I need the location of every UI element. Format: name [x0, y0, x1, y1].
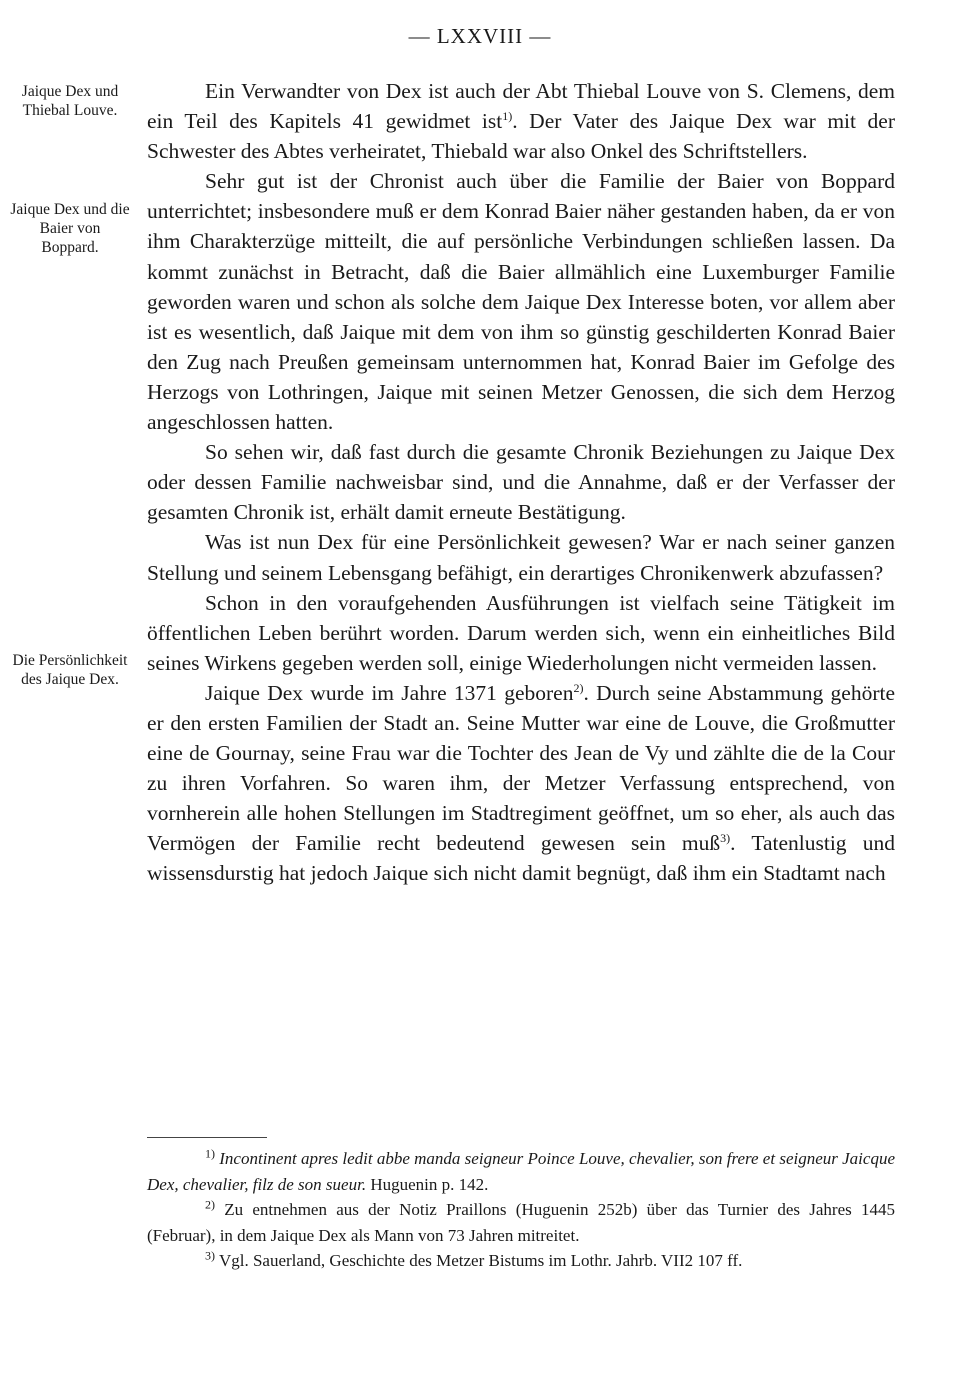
paragraph-text: . Durch seine Abstammung gehörte er den ersten Familien der Stadt an. Seine Mutter war eine de Louve, die Großmutter eine de Gournay, seine Frau war die Tochter des Jean de Vy und zählte die de la Cour zu ihren Vorfahren. So waren ihm, der Metzer Verfassung entsprechend, von vornherein alle hohen Stellungen im Stadtregiment geöffnet, um so eher, als auch das Vermögen der Familie recht bedeutend gewesen sein muß	[147, 680, 896, 856]
footnote-text: Vgl. Sauerland, Geschichte des Metzer Bistums im Lothr. Jahrb. VII2 107 ff.	[215, 1251, 743, 1271]
paragraph-text: Schon in den voraufgehenden Ausführungen ist vielfach seine Tätigkeit im öffentlichen Leben berührt worden. Darum werden sich, wenn ein einheitliches Bild seines Wirkens gegeben werden soll, einige Wiederholungen nicht vermeiden lassen.	[147, 590, 895, 675]
paragraph-text: Ein Verwandter von Dex ist auch der Abt Thiebal Louve von S. Clemens, dem ein Teil des Kapitels 41 gewidmet ist	[147, 79, 895, 134]
footnote-quote: Incontinent apres ledit abbe manda seigneur Poince Louve, chevalier, son frere et seigneur Jaicque Dex, chevalier, filz de son sueur.	[147, 1149, 896, 1194]
paragraph	[147, 678, 895, 889]
footnote-divider	[147, 1137, 267, 1138]
paragraph	[147, 437, 895, 527]
footnote-ref: 2)	[573, 680, 584, 695]
margin-note-persoenlichkeit: Die Persönlichkeit des Jaique Dex.	[12, 652, 128, 688]
paragraph	[147, 527, 895, 587]
paragraph-text: Was ist nun Dex für eine Persönlichkeit gewesen? War er nach seiner ganzen Stellung und seinem Lebensgang befähigt, ein derartiges Chronikenwerk abzufassen?	[147, 530, 895, 585]
margin-note-baier: Jaique Dex und die Baier von Boppard.	[10, 201, 130, 256]
page-number: — LXXVIII —	[408, 24, 552, 48]
footnote-number: 2)	[205, 1197, 215, 1212]
footnote-number: 1)	[205, 1146, 215, 1161]
paragraph	[147, 76, 895, 166]
footnote-ref: 1)	[502, 108, 513, 123]
footnote-text: Zu entnehmen aus der Notiz Praillons (Huguenin 252b) über das Turnier des Jahres 1445 (Februar), in dem Jaique Dex als Mann von 73 Jahren mitreitet.	[147, 1200, 895, 1245]
footnote	[147, 1146, 895, 1197]
paragraph-text: Jaique Dex wurde im Jahre 1371 geboren	[205, 680, 574, 705]
body-text	[147, 76, 895, 889]
footnote-text: Huguenin p. 142.	[366, 1174, 489, 1194]
footnote	[147, 1197, 895, 1248]
margin-note-louve: Jaique Dex und Thiebal Louve.	[21, 83, 119, 119]
footnote-ref: 3)	[720, 831, 731, 846]
paragraph-text: . Der Vater des Jaique Dex war mit der Schwester des Abtes verheiratet, Thiebald war also Onkel des Schriftstellers.	[147, 109, 895, 164]
footnote	[147, 1248, 895, 1274]
footnotes	[147, 1146, 895, 1274]
footnote-number: 3)	[205, 1248, 215, 1263]
paragraph	[147, 166, 895, 437]
paragraph	[147, 588, 895, 678]
paragraph-text: So sehen wir, daß fast durch die gesamte Chronik Beziehungen zu Jaique Dex oder dessen Familie nachweisbar sind, und die Annahme, daß er der Verfasser der gesamten Chronik ist, erhält damit erneute Bestätigung.	[147, 440, 895, 525]
paragraph-text: . Tatenlustig und wissensdurstig hat jedoch Jaique sich nicht damit begnügt, daß ihm ein Stadtamt nach	[147, 831, 895, 886]
paragraph-text: Sehr gut ist der Chronist auch über die Familie der Baier von Boppard unterrichtet; insbesondere muß er dem Konrad Baier näher gestanden haben, da er von ihm Charakterzüge mitteilt, die auf persönliche Verbindungen schließen lassen. Da kommt zunächst in Betracht, daß die Baier allmählich eine Luxemburger Familie geworden waren und schon als solche dem Jaique Dex Interesse boten, vor allem aber ist es wesentlich, daß Jaique mit dem von ihm so günstig geschilderten Konrad Baier den Zug nach Preußen gemeinsam unternommen hat, Konrad Baier im Gefolge des Herzogs von Lothringen, Jaique mit seinen Metzer Genossen, die sich dem Herzog angeschlossen hatten.	[147, 169, 895, 435]
